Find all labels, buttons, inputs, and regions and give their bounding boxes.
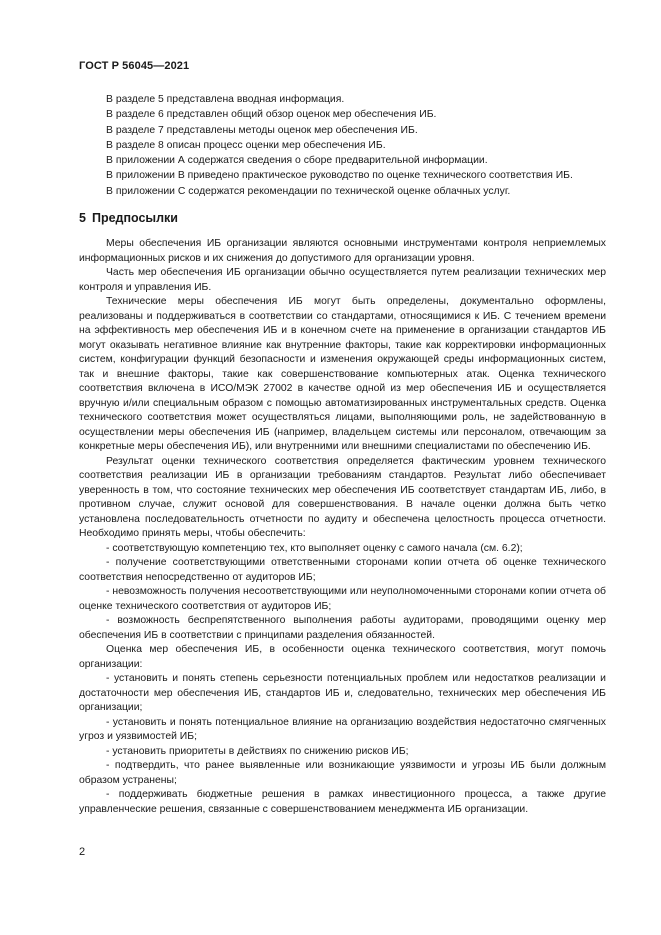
paragraph: Меры обеспечения ИБ организации являются основными инструментами контроля неприемлемых информационных рисков и их снижения до допустимого для организации уровня. <box>79 238 606 264</box>
list-item: - соответствующую компетенцию тех, кто выполняет оценку с самого начала (см. 6.2); <box>106 542 523 554</box>
intro-line: В приложении В приведено практическое руководство по оценке технического соответствия ИБ. <box>106 170 573 182</box>
list-item: - установить приоритеты в действиях по снижению рисков ИБ; <box>106 745 409 757</box>
intro-line: В разделе 8 описан процесс оценки мер обеспечения ИБ. <box>106 139 386 151</box>
intro-line: В приложении А содержатся сведения о сборе предварительной информации. <box>106 155 488 167</box>
intro-line: В разделе 5 представлена вводная информация. <box>106 94 345 105</box>
section-title: Предпосылки <box>91 211 178 225</box>
intro-line: В приложении С содержатся рекомендации по технической оценке облачных услуг. <box>106 185 511 197</box>
list-item: - установить и понять потенциальное влияние на организацию воздействия недостаточно смягченных угроз и уязвимостей ИБ; <box>79 716 606 742</box>
section-body <box>79 237 606 817</box>
list-item: - получение соответствующими ответственными сторонами копии отчета об оценке технического соответствия непосредственно от аудиторов ИБ; <box>79 557 606 583</box>
list-item: - возможность беспрепятственного выполнения работы аудиторами, проводящими оценку мер обеспечения ИБ в соответствии с принципами разделения обязанностей. <box>79 615 606 641</box>
intro-list <box>79 92 606 199</box>
intro-line: В разделе 6 представлен общий обзор оценок мер обеспечения ИБ. <box>106 109 437 121</box>
section-number: 5 <box>79 211 86 225</box>
paragraph: Технические меры обеспечения ИБ могут быть определены, документально оформлены, реализованы и поддерживаться в соответствии со стандартами, относящимися к ИБ. С течением времени на эффективность мер обеспечения ИБ и в конечном счете на применение в организации стандартов ИБ могут оказывать негативное влияние как внутренние факторы, такие как корректировки информационных систем, конфигурации функций безопасности и изменения окружающей среды информационных систем, так и внешние факторы, такие как совершенствование компьютерных атак. Оценка технического соответствия включена в ИСО/МЭК 27002 в качестве одной из мер обеспечения ИБ и осуществляется вручную и/или специальным образом с помощью автоматизированных инструментальных средств. Оценка технического соответствия может осуществляться лицами, выполняющими роль, не задействованную в осуществлении меры обеспечения ИБ (например, владельцем системы или персоналом, отвечающим за конкретные меры обеспечения ИБ), или внутренними или внешними специалистами по обеспечению ИБ. <box>79 296 606 452</box>
paragraph: Оценка мер обеспечения ИБ, в особенности оценка технического соответствия, могут помочь организации: <box>79 644 606 670</box>
paragraph: Часть мер обеспечения ИБ организации обычно осуществляется путем реализации технических мер контроля и управления ИБ. <box>79 267 606 293</box>
list-item: - невозможность получения несоответствующими или неуполномоченными сторонами копии отчета об оценке технического соответствия от аудиторов ИБ; <box>79 586 606 612</box>
paragraph: Результат оценки технического соответствия определяется фактическим уровнем технического соответствия реализации ИБ в организации требованиям стандартов. Результат либо обеспечивает уверенность в том, что состояние технических мер обеспечения ИБ соответствует стандартам ИБ, либо, в противном случае, служит основой для совершенствования. В начале оценки должна быть четко установлена последовательность отчетности по аудиту и обеспечена целостность процесса отчетности. Необходимо принять меры, чтобы обеспечить: <box>79 455 606 539</box>
document-header: ГОСТ Р 56045—2021 <box>79 60 190 72</box>
page-number: 2 <box>79 846 86 858</box>
intro-line: В разделе 7 представлены методы оценок мер обеспечения ИБ. <box>106 124 418 136</box>
section-heading <box>79 211 178 225</box>
list-item: - установить и понять степень серьезности потенциальных проблем или недостатков реализации и достаточности мер обеспечения ИБ, стандартов ИБ и, следовательно, технических мер обеспечения ИБ организации; <box>79 673 606 713</box>
list-item: - поддерживать бюджетные решения в рамках инвестиционного процесса, а также другие управленческие решения, связанные с совершенствованием менеджмента ИБ организации. <box>79 789 606 815</box>
list-item: - подтвердить, что ранее выявленные или возникающие уязвимости и угрозы ИБ были должным образом устранены; <box>79 760 606 786</box>
